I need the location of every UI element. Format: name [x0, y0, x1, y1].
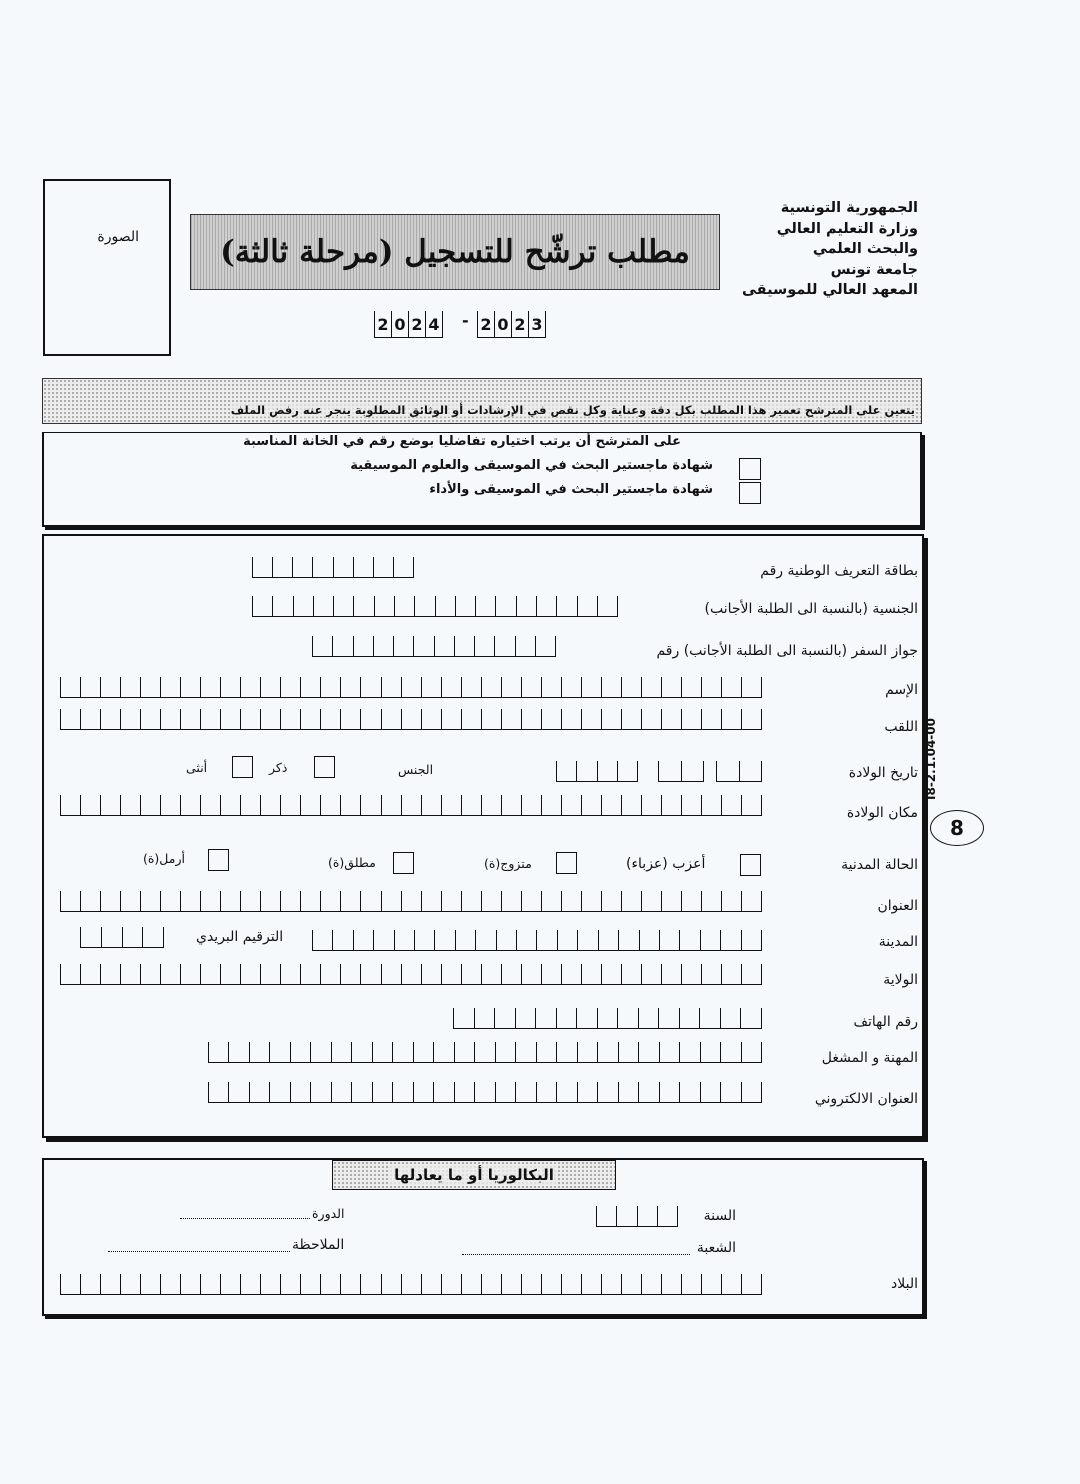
postal-code-label: الترقيم البريدي: [196, 929, 284, 945]
nationality-label: الجنسية (بالنسبة الى الطلبة الأجانب): [704, 601, 918, 617]
governorate-label: الولاية: [883, 972, 918, 988]
choice-option-2: شهادة ماجستير البحث في الموسيقى والأداء: [429, 482, 713, 497]
profession-input[interactable]: [208, 1042, 762, 1063]
last-name-input[interactable]: [60, 709, 762, 730]
institution-line: جامعة تونس: [830, 261, 918, 278]
phone-label: رقم الهاتف: [853, 1014, 918, 1030]
marital-single-label: أعزب (عزباء): [626, 856, 706, 872]
first-name-label: الإسم: [885, 682, 918, 698]
bac-session-label: الدورة: [312, 1206, 345, 1221]
email-input[interactable]: [208, 1082, 762, 1103]
notice-banner: [42, 378, 922, 424]
marital-married-label: متزوج(ة): [484, 856, 532, 871]
year-end-digit: 4: [425, 311, 443, 338]
institution-seal-icon: 8: [930, 810, 984, 846]
bac-remark-input[interactable]: [108, 1251, 290, 1252]
institution-line: وزارة التعليم العالي: [776, 220, 918, 237]
bac-title: البكالوريا أو ما يعادلها: [390, 1166, 558, 1184]
birth-year-input[interactable]: [556, 761, 638, 782]
choice-instruction: على المترشح أن يرتب اختياره تفاضليا بوضع رقم في الخانة المناسبة: [243, 434, 681, 449]
marital-divorced-checkbox[interactable]: [393, 852, 414, 874]
choice-option-1: شهادة ماجستير البحث في الموسيقى والعلوم الموسيقية: [350, 458, 713, 473]
city-input[interactable]: [312, 930, 762, 951]
year-start: [477, 311, 546, 339]
year-start-digit: 0: [494, 311, 511, 338]
gender-female-label: أنثى: [186, 760, 208, 775]
phone-input[interactable]: [453, 1008, 762, 1029]
bac-country-input[interactable]: [60, 1274, 762, 1295]
photo-box[interactable]: [43, 179, 171, 356]
email-label: العنوان الالكتروني: [814, 1091, 918, 1107]
year-start-digit: 2: [511, 311, 528, 338]
birth-place-label: مكان الولادة: [846, 805, 918, 821]
postal-code-input[interactable]: [80, 927, 164, 948]
last-name-label: اللقب: [884, 719, 918, 735]
year-start-digit: 3: [528, 311, 546, 338]
marital-divorced-label: مطلق(ة): [328, 855, 376, 870]
gender-male-checkbox[interactable]: [314, 756, 335, 778]
first-name-input[interactable]: [60, 677, 762, 698]
governorate-input[interactable]: [60, 964, 762, 985]
year-end-digit: 2: [374, 311, 391, 338]
passport-label: جواز السفر (بالنسبة الى الطلبة الأجانب) رقم: [656, 643, 918, 659]
address-input[interactable]: [60, 891, 762, 912]
birth-place-input[interactable]: [60, 795, 762, 816]
national-id-input[interactable]: [252, 557, 414, 578]
bac-section-label: الشعبة: [696, 1240, 736, 1256]
passport-input[interactable]: [312, 636, 556, 657]
choice-rank-box-1[interactable]: [739, 458, 761, 480]
institution-line: المعهد العالي للموسيقى: [742, 282, 918, 298]
photo-label: الصورة: [97, 229, 139, 245]
institution-line: الجمهورية التونسية: [780, 200, 918, 216]
gender-label: الجنس: [398, 762, 434, 777]
form-title: مطلب ترشّح للتسجيل (مرحلة ثالثة): [220, 234, 690, 270]
bac-section-input[interactable]: [462, 1254, 690, 1255]
institution-line: والبحث العلمي: [812, 241, 918, 257]
year-start-digit: 2: [477, 311, 494, 338]
form-title-banner: [190, 214, 720, 290]
year-end-digit: 2: [408, 311, 425, 338]
birth-date-label: تاريخ الولادة: [848, 765, 918, 781]
bac-year-input[interactable]: [596, 1206, 678, 1227]
gender-female-checkbox[interactable]: [232, 756, 253, 778]
bac-remark-label: الملاحظة: [292, 1237, 345, 1253]
marital-widowed-label: أرمل(ة): [143, 851, 185, 866]
nationality-input[interactable]: [252, 596, 618, 617]
bac-title-banner: [332, 1160, 616, 1190]
year-separator: -: [462, 311, 469, 330]
birth-month-input[interactable]: [658, 761, 704, 782]
institution-header: [678, 198, 918, 301]
birth-day-input[interactable]: [716, 761, 762, 782]
notice-text: يتعين على المترشح تعمير هذا المطلب بكل دقة وعناية وكل نقص في الإرشادات أو الوثائق المطلوبة ينجر عنه رفض الملف: [230, 403, 915, 417]
year-end: [374, 311, 443, 339]
bac-year-label: السنة: [703, 1208, 736, 1224]
profession-label: المهنة و المشغل: [821, 1050, 918, 1066]
marital-single-checkbox[interactable]: [740, 854, 761, 876]
marital-status-label: الحالة المدنية: [841, 857, 918, 873]
city-label: المدينة: [878, 934, 918, 950]
choice-rank-box-2[interactable]: [739, 482, 761, 504]
marital-widowed-checkbox[interactable]: [208, 849, 229, 871]
address-label: العنوان: [877, 898, 918, 914]
national-id-label: بطاقة التعريف الوطنية رقم: [760, 563, 918, 579]
bac-country-label: البلاد: [891, 1276, 918, 1292]
marital-married-checkbox[interactable]: [556, 852, 577, 874]
bac-session-input[interactable]: [180, 1218, 310, 1219]
choice-section: [42, 432, 922, 527]
gender-male-label: ذكر: [269, 760, 288, 775]
document-code: I8-2.1.04-00: [924, 718, 938, 800]
year-end-digit: 0: [391, 311, 408, 338]
